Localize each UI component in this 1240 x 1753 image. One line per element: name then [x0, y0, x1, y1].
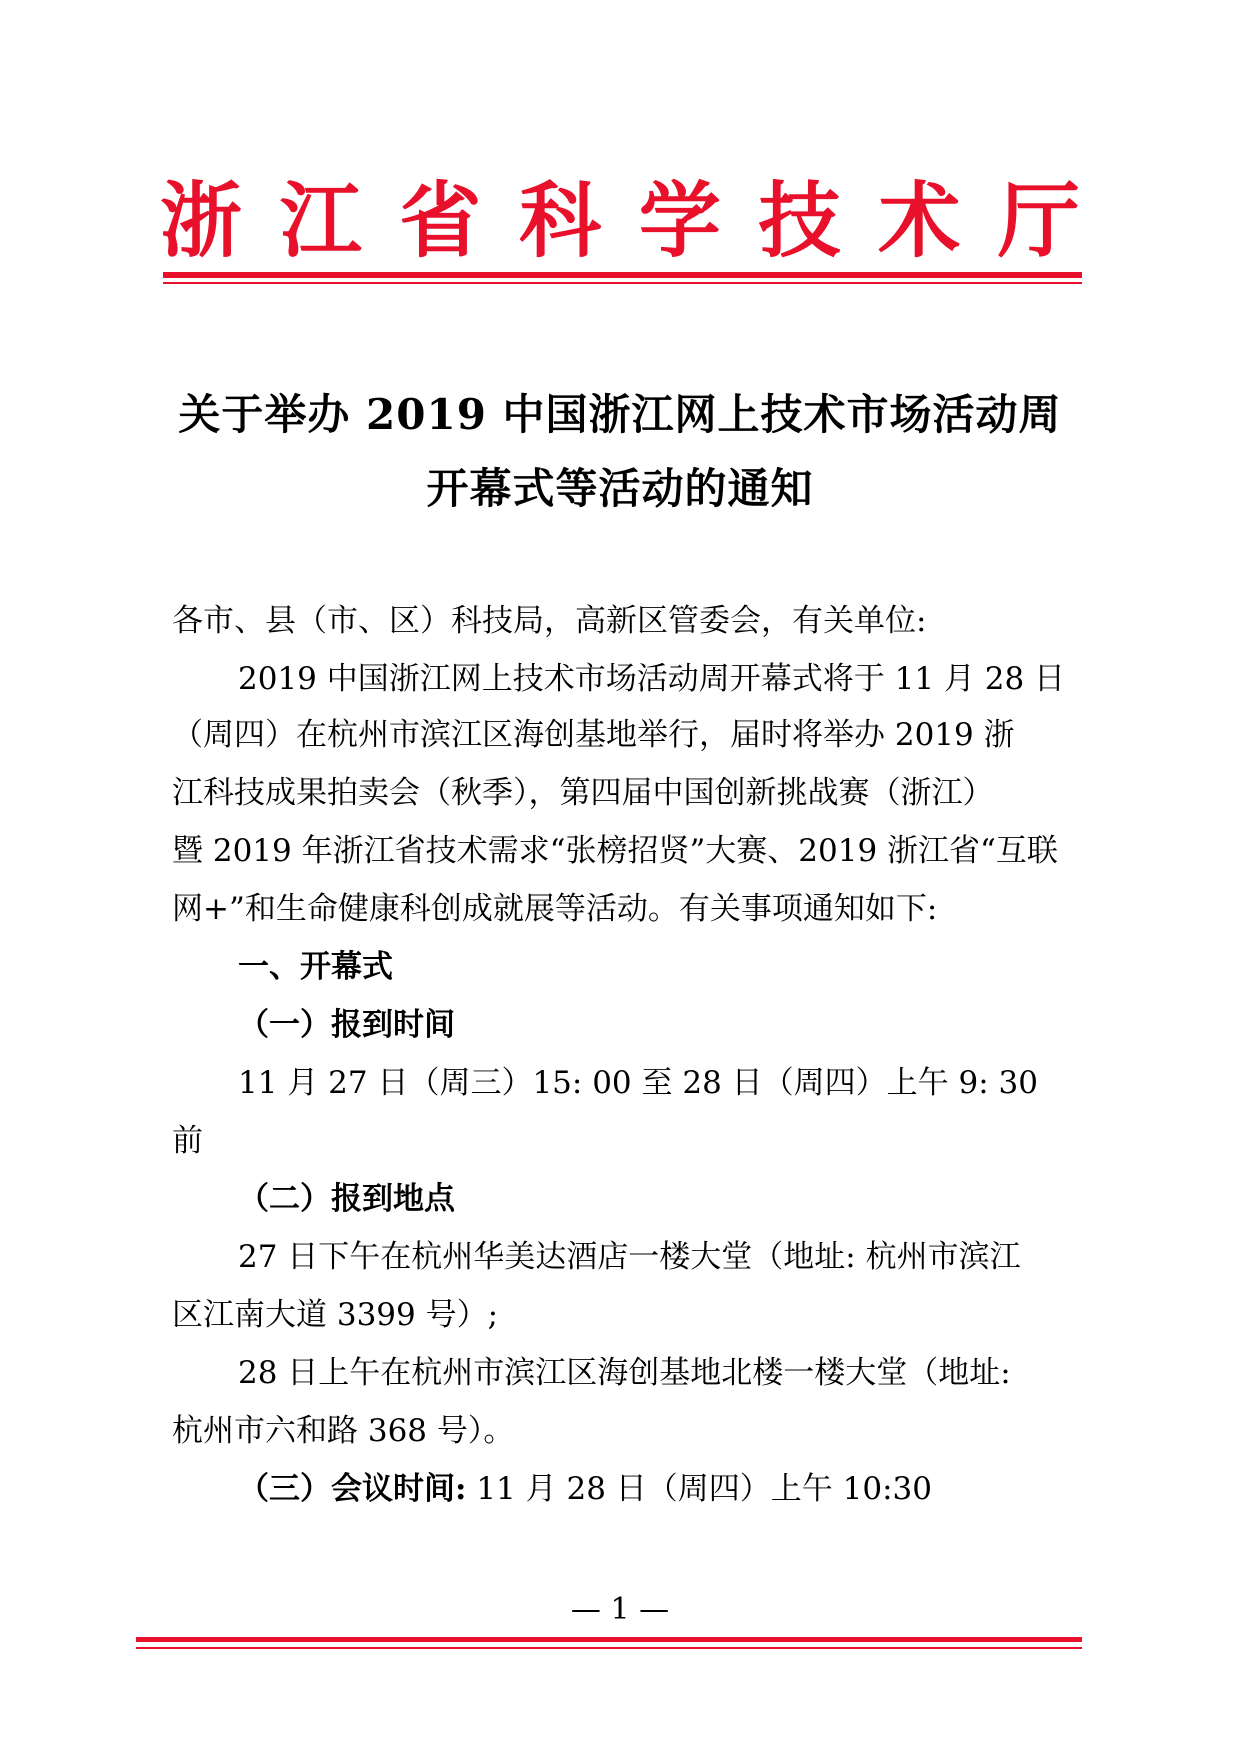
org-char: 术	[878, 173, 961, 269]
org-char: 浙	[160, 173, 243, 269]
meeting-time-value: 11 月 28 日（周四）上午 10:30	[476, 1471, 932, 1507]
issuing-organization	[160, 173, 1080, 269]
subsection-heading: （二）报到地点	[238, 1181, 455, 1217]
header-red-rule-thin	[163, 282, 1082, 284]
org-char: 省	[399, 173, 482, 269]
meeting-time-line	[172, 1471, 1072, 1507]
paragraph-line: 江科技成果拍卖会（秋季），第四届中国创新挑战赛（浙江）	[172, 775, 994, 811]
paragraph-line: 区江南大道 3399 号）;	[172, 1297, 499, 1333]
org-char: 厅	[997, 173, 1080, 269]
paragraph-line: 2019 中国浙江网上技术市场活动周开幕式将于 11 月 28 日	[238, 661, 1066, 697]
org-char: 江	[279, 173, 362, 269]
page-number: — 1 —	[570, 1592, 670, 1627]
paragraph-line: 28 日上午在杭州市滨江区海创基地北楼一楼大堂（地址:	[238, 1355, 1011, 1391]
section-heading: 一、开幕式	[238, 949, 393, 985]
footer-red-rule	[136, 1637, 1082, 1642]
header-red-rule	[163, 272, 1082, 278]
subsection-heading: （三）会议时间:	[238, 1471, 467, 1507]
document-title-line-2: 开幕式等活动的通知	[426, 464, 814, 513]
paragraph-line: 11 月 27 日（周三）15: 00 至 28 日（周四）上午 9: 30	[238, 1065, 1038, 1101]
paragraph-line: 网+”和生命健康科创成就展等活动。有关事项通知如下:	[172, 891, 938, 927]
paragraph-line: 27 日下午在杭州华美达酒店一楼大堂（地址: 杭州市滨江	[238, 1239, 1021, 1275]
paragraph-line: 暨 2019 年浙江省技术需求“张榜招贤”大赛、2019 浙江省“互联	[172, 833, 1058, 869]
salutation: 各市、县（市、区）科技局，高新区管委会，有关单位:	[172, 603, 927, 639]
paragraph-line: （周四）在杭州市滨江区海创基地举行，届时将举办 2019 浙	[172, 717, 1015, 753]
document-title-line-1: 关于举办 2019 中国浙江网上技术市场活动周	[178, 390, 1062, 439]
paragraph-line: 前	[172, 1123, 203, 1159]
subsection-heading: （一）报到时间	[238, 1007, 455, 1043]
paragraph-line: 杭州市六和路 368 号）。	[172, 1413, 515, 1449]
org-char: 技	[758, 173, 841, 269]
org-char: 学	[638, 173, 721, 269]
org-char: 科	[519, 173, 602, 269]
footer-red-rule-thin	[136, 1647, 1082, 1649]
